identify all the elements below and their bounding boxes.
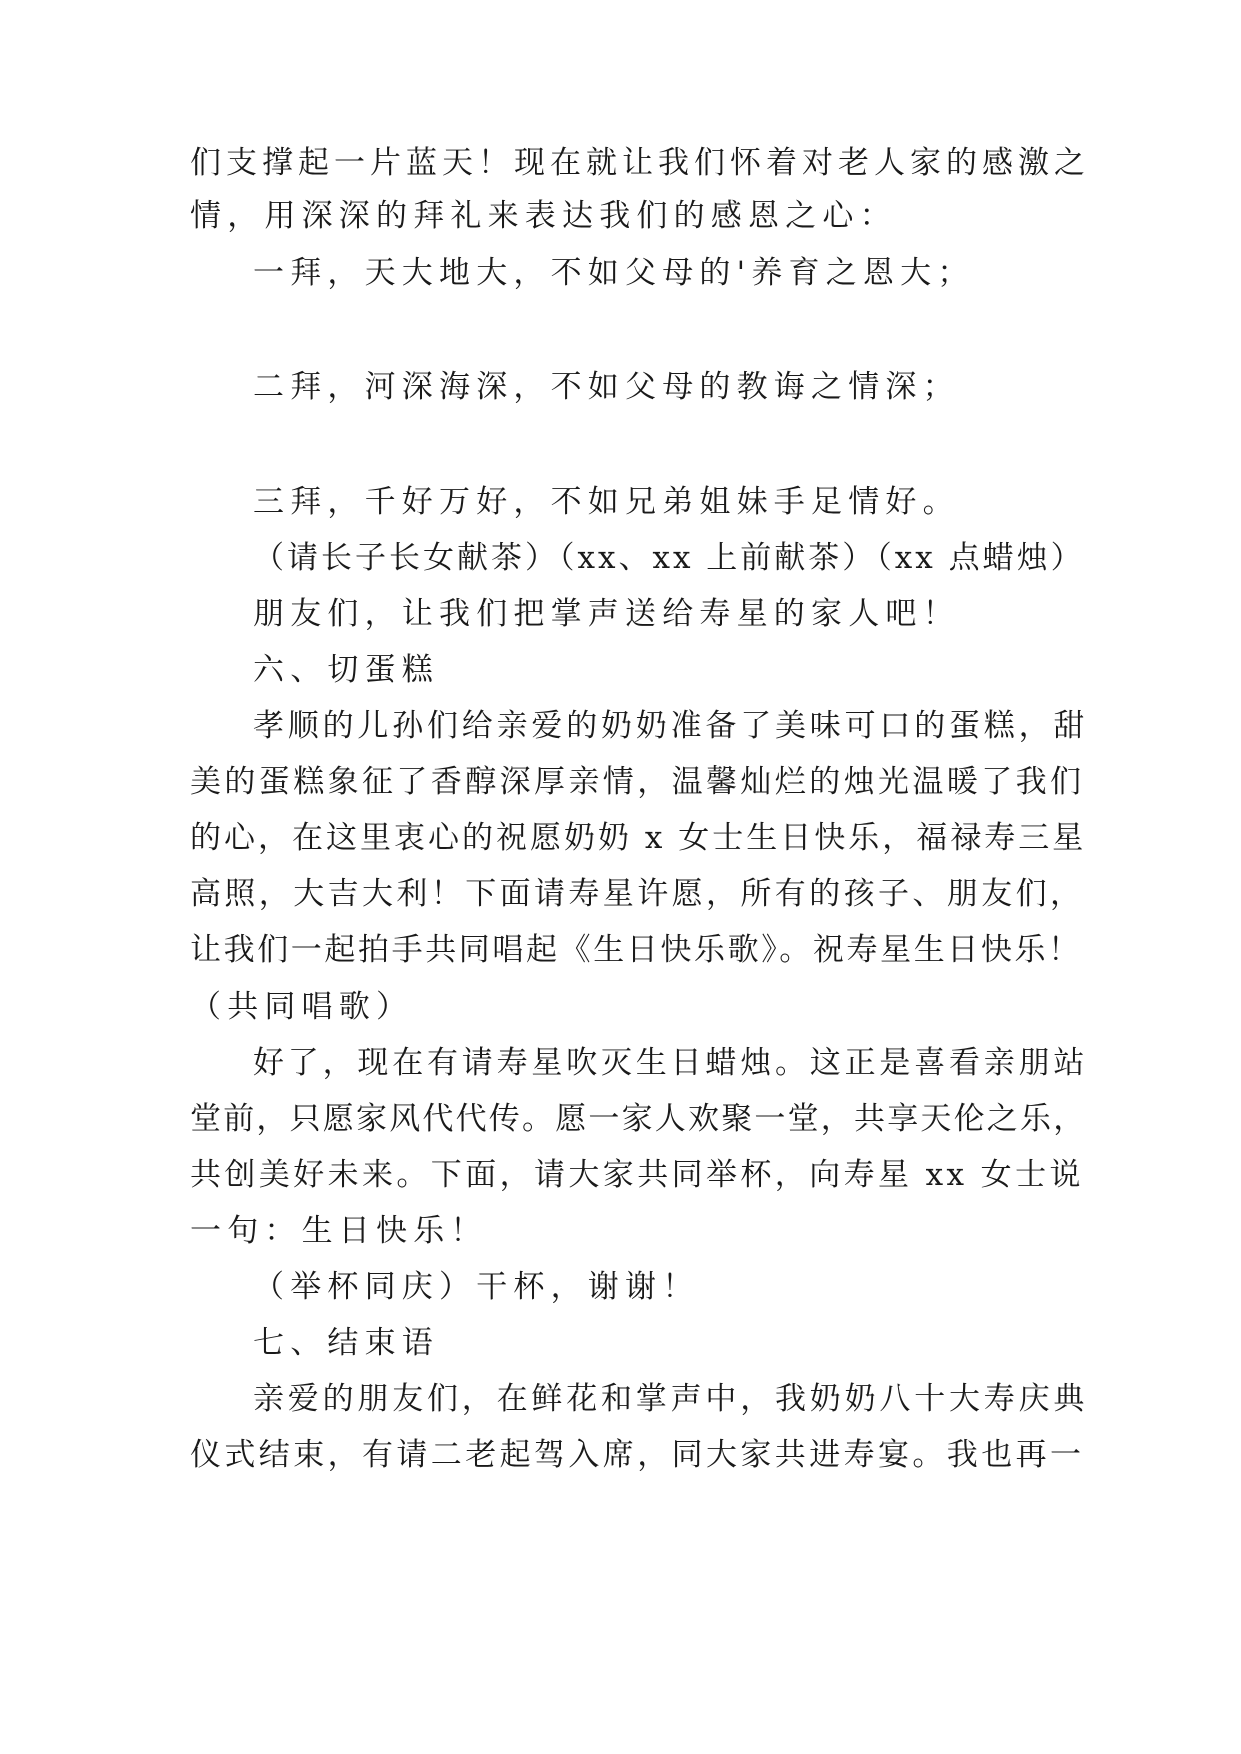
text-line: 好了，现在有请寿星吹灭生日蜡烛。这正是喜看亲朋站 [253,1045,1089,1081]
text-line: 情，用深深的拜礼来表达我们的感恩之心： [190,198,897,234]
text-line: 亲爱的朋友们，在鲜花和掌声中，我奶奶八十大寿庆典 [253,1381,1089,1417]
text-line: （共同唱歌） [190,989,414,1025]
text-line: 高照，大吉大利！下面请寿星许愿，所有的孩子、朋友们， [190,876,1085,912]
text-line: 仪式结束，有请二老起驾入席，同大家共进寿宴。我也再一 [190,1437,1085,1473]
section-heading: 六、切蛋糕 [253,652,439,688]
text-line: 共创美好未来。下面，请大家共同举杯，向寿星 xx 女士说 [190,1157,1084,1193]
text-line: 美的蛋糕象征了香醇深厚亲情，温馨灿烂的烛光温暖了我们 [190,764,1085,800]
text-line: 二拜，河深海深，不如父母的教诲之情深； [253,369,960,405]
section-heading: 七、结束语 [253,1325,439,1361]
text-line: 孝顺的儿孙们给亲爱的奶奶准备了美味可口的蛋糕，甜 [253,708,1089,744]
text-line: 一句：生日快乐！ [190,1213,488,1249]
text-line: 们支撑起一片蓝天！现在就让我们怀着对老人家的感激之 [190,145,1090,181]
text-line: 的心，在这里衷心的祝愿奶奶 x 女士生日快乐，福禄寿三星 [190,820,1087,856]
text-line: 三拜，千好万好，不如兄弟姐妹手足情好。 [253,484,960,520]
text-line: 一拜，天大地大，不如父母的'养育之恩大； [253,255,975,291]
text-line: （请长子长女献茶）（xx、xx 上前献茶）（xx 点蜡烛） [253,540,1085,576]
text-line: （举杯同庆）干杯，谢谢！ [253,1269,700,1305]
text-line: 让我们一起拍手共同唱起《生日快乐歌》。祝寿星生日快乐！ [190,932,1082,968]
text-line: 堂前，只愿家风代代传。愿一家人欢聚一堂，共享天伦之乐， [190,1101,1087,1137]
text-line: 朋友们，让我们把掌声送给寿星的家人吧！ [253,596,960,632]
